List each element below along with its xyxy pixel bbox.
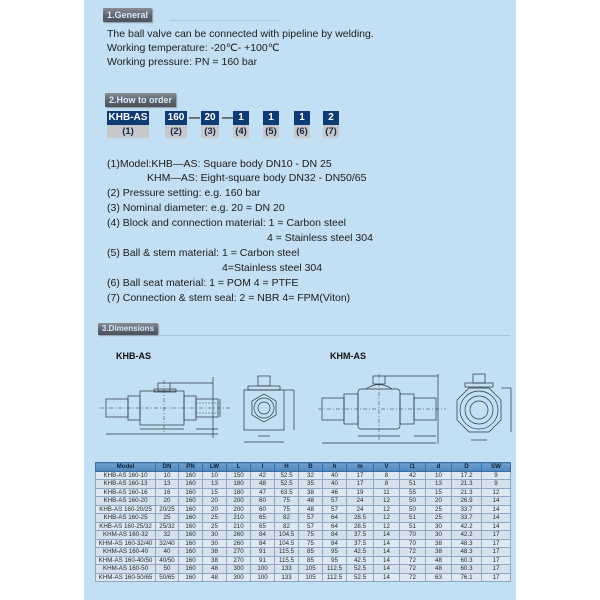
value-cell: 75 [275, 505, 299, 514]
value-cell: 47 [251, 488, 275, 497]
value-cell: 133 [275, 573, 299, 582]
value-cell: 300 [227, 565, 251, 574]
value-cell: 72 [400, 548, 426, 557]
value-cell: 42.2 [452, 531, 482, 540]
order-code-separator: — [222, 112, 233, 124]
value-cell: 16 [156, 488, 179, 497]
value-cell: 160 [179, 539, 203, 548]
value-cell: 65 [251, 522, 275, 531]
model-cell: KHB-AS 160-25 [96, 514, 156, 523]
column-header: V [374, 463, 400, 472]
value-cell: 270 [227, 556, 251, 565]
value-cell: 32 [156, 531, 179, 540]
value-cell: 112.5 [323, 565, 347, 574]
table-row [96, 531, 511, 540]
column-header: B [299, 463, 323, 472]
value-cell: 17 [482, 531, 511, 540]
value-cell: 180 [227, 488, 251, 497]
value-cell: 104.5 [275, 531, 299, 540]
value-cell: 112.5 [323, 573, 347, 582]
value-cell: 133 [275, 565, 299, 574]
value-cell: 30 [203, 539, 227, 548]
table-row [96, 548, 511, 557]
order-code-part-seal: 2 [323, 111, 339, 125]
section-dimensions-tag: 3.Dimensions [98, 323, 158, 335]
value-cell: 46 [323, 488, 347, 497]
column-header: h [323, 463, 347, 472]
value-cell: 25 [426, 514, 452, 523]
value-cell: 51 [400, 522, 426, 531]
value-cell: 17 [482, 573, 511, 582]
value-cell: 91 [251, 548, 275, 557]
value-cell: 13 [203, 480, 227, 489]
order-line-seat-material: (6) Ball seat material: 1 = POM 4 = PTFE [107, 277, 299, 289]
model-cell: KHB-AS 160-25/32 [96, 522, 156, 531]
value-cell: 15 [426, 488, 452, 497]
model-cell: KHM-AS 160-40/50 [96, 556, 156, 565]
value-cell: 100 [251, 573, 275, 582]
value-cell: 60 [251, 497, 275, 506]
value-cell: 160 [179, 531, 203, 540]
value-cell: 25 [156, 514, 179, 523]
value-cell: 160 [179, 488, 203, 497]
order-code-index: (5) [263, 125, 279, 138]
value-cell: 11 [374, 488, 400, 497]
value-cell: 14 [482, 497, 511, 506]
value-cell: 95 [323, 548, 347, 557]
value-cell: 50 [156, 565, 179, 574]
column-header: DN [156, 463, 179, 472]
value-cell: 85 [299, 548, 323, 557]
value-cell: 57 [323, 505, 347, 514]
value-cell: 37.5 [347, 539, 374, 548]
value-cell: 52.5 [275, 480, 299, 489]
value-cell: 42 [251, 471, 275, 480]
order-line-seal: (7) Connection & stem seal: 2 = NBR 4= FPM(Viton) [107, 292, 351, 304]
order-code-index: (1) [107, 125, 149, 138]
table-row [96, 573, 511, 582]
value-cell: 38 [426, 539, 452, 548]
value-cell: 85 [299, 556, 323, 565]
order-line-ball-material: (5) Ball & stem material: 1 = Carbon steel [107, 247, 300, 259]
value-cell: 210 [227, 522, 251, 531]
value-cell: 19 [347, 488, 374, 497]
value-cell: 48 [251, 480, 275, 489]
model-cell: KHM-AS 160-50 [96, 565, 156, 574]
value-cell: 30 [426, 522, 452, 531]
value-cell: 17 [482, 539, 511, 548]
value-cell: 21.3 [452, 488, 482, 497]
order-code-index: (7) [323, 125, 339, 138]
value-cell: 70 [400, 531, 426, 540]
value-cell: 260 [227, 531, 251, 540]
value-cell: 95 [323, 556, 347, 565]
value-cell: 48 [426, 556, 452, 565]
value-cell: 72 [400, 573, 426, 582]
value-cell: 24 [347, 497, 374, 506]
value-cell: 160 [179, 522, 203, 531]
value-cell: 52.5 [347, 565, 374, 574]
value-cell: 12 [374, 505, 400, 514]
value-cell: 65 [251, 514, 275, 523]
dimensions-table [95, 462, 511, 582]
order-line-model-khm: KHM—AS: Eight-square body DN32 - DN50/65 [147, 172, 367, 184]
value-cell: 28.5 [347, 522, 374, 531]
column-header: Model [96, 463, 156, 472]
value-cell: 52.5 [275, 471, 299, 480]
value-cell: 51 [400, 514, 426, 523]
table-row [96, 539, 511, 548]
value-cell: 40 [156, 548, 179, 557]
section-general-tag: 1.General [103, 8, 152, 22]
value-cell: 37.5 [347, 531, 374, 540]
value-cell: 260 [227, 539, 251, 548]
table-row [96, 565, 511, 574]
model-cell: KHM-AS 160-40 [96, 548, 156, 557]
value-cell: 160 [179, 565, 203, 574]
column-header: l [251, 463, 275, 472]
table-body [96, 471, 511, 582]
value-cell: 75 [299, 539, 323, 548]
value-cell: 38 [203, 556, 227, 565]
column-header: d [426, 463, 452, 472]
order-code-part-ball-material: 1 [263, 111, 279, 125]
value-cell: 70 [400, 539, 426, 548]
value-cell: 84 [251, 539, 275, 548]
value-cell: 12 [374, 522, 400, 531]
value-cell: 20 [156, 497, 179, 506]
column-header: H [275, 463, 299, 472]
khm-end-view-drawing [455, 370, 515, 450]
value-cell: 84 [323, 539, 347, 548]
table-row [96, 514, 511, 523]
value-cell: 40/50 [156, 556, 179, 565]
value-cell: 200 [227, 497, 251, 506]
value-cell: 72 [400, 556, 426, 565]
order-line-block-material-alt: 4 = Stainless steel 304 [267, 232, 373, 244]
order-line-ball-material-alt: 4=Stainless steel 304 [222, 262, 323, 274]
order-line-diameter: (3) Nominal diameter: e.g. 20 = DN 20 [107, 202, 285, 214]
value-cell: 30 [203, 531, 227, 540]
value-cell: 8 [374, 471, 400, 480]
value-cell: 48.3 [452, 539, 482, 548]
value-cell: 160 [179, 505, 203, 514]
value-cell: 14 [482, 522, 511, 531]
value-cell: 40 [323, 471, 347, 480]
value-cell: 300 [227, 573, 251, 582]
value-cell: 17 [347, 471, 374, 480]
value-cell: 91 [251, 556, 275, 565]
value-cell: 48 [426, 565, 452, 574]
value-cell: 48.3 [452, 548, 482, 557]
order-code-part-seat-material: 1 [294, 111, 310, 125]
value-cell: 160 [179, 548, 203, 557]
model-cell: KHB-AS 160-16 [96, 488, 156, 497]
value-cell: 105 [299, 565, 323, 574]
value-cell: 14 [374, 565, 400, 574]
value-cell: 10 [156, 471, 179, 480]
value-cell: 48 [203, 573, 227, 582]
order-code-index: (2) [165, 125, 187, 138]
order-code-index: (3) [201, 125, 219, 138]
value-cell: 25/32 [156, 522, 179, 531]
column-header: D [452, 463, 482, 472]
value-cell: 17 [482, 565, 511, 574]
value-cell: 105 [299, 573, 323, 582]
value-cell: 63.5 [275, 488, 299, 497]
value-cell: 50 [400, 497, 426, 506]
value-cell: 17 [482, 556, 511, 565]
order-line-model: (1)Model:KHB—AS: Square body DN10 - DN 25 [107, 158, 332, 170]
value-cell: 200 [227, 505, 251, 514]
value-cell: 57 [323, 497, 347, 506]
value-cell: 64 [323, 514, 347, 523]
value-cell: 51 [400, 480, 426, 489]
column-header: PN [179, 463, 203, 472]
value-cell: 25 [426, 505, 452, 514]
order-code-index: (6) [294, 125, 310, 138]
table-row [96, 497, 511, 506]
model-cell: KHB-AS 160-10 [96, 471, 156, 480]
order-line-pressure: (2) Pressure setting: e.g. 160 bar [107, 187, 261, 199]
general-line-2: Working temperature: -20℃- +100℃ [107, 42, 280, 54]
value-cell: 12 [482, 488, 511, 497]
value-cell: 25 [203, 514, 227, 523]
value-cell: 9 [482, 471, 511, 480]
value-cell: 10 [203, 471, 227, 480]
order-line-block-material: (4) Block and connection material: 1 = Carbon steel [107, 217, 347, 229]
column-header: L [227, 463, 251, 472]
value-cell: 42 [400, 471, 426, 480]
value-cell: 20 [426, 497, 452, 506]
value-cell: 20/25 [156, 505, 179, 514]
khb-end-view-drawing [240, 372, 305, 447]
value-cell: 50/65 [156, 573, 179, 582]
value-cell: 26.9 [452, 497, 482, 506]
value-cell: 60.3 [452, 556, 482, 565]
value-cell: 32/40 [156, 539, 179, 548]
column-header: m [347, 463, 374, 472]
table-header-row [96, 463, 511, 472]
model-cell: KHB-AS 160-20 [96, 497, 156, 506]
value-cell: 150 [227, 471, 251, 480]
value-cell: 160 [179, 556, 203, 565]
value-cell: 57 [299, 522, 323, 531]
value-cell: 160 [179, 480, 203, 489]
value-cell: 76.1 [452, 573, 482, 582]
value-cell: 60.3 [452, 565, 482, 574]
value-cell: 210 [227, 514, 251, 523]
value-cell: 60 [251, 505, 275, 514]
column-header: l1 [400, 463, 426, 472]
value-cell: 52.5 [347, 573, 374, 582]
table-row [96, 556, 511, 565]
table-row [96, 488, 511, 497]
value-cell: 115.5 [275, 556, 299, 565]
order-code-part-diameter: 20 [201, 111, 219, 125]
value-cell: 14 [374, 539, 400, 548]
value-cell: 14 [374, 573, 400, 582]
value-cell: 48 [299, 505, 323, 514]
model-cell: KHM-AS 160-50/65 [96, 573, 156, 582]
table-row [96, 480, 511, 489]
value-cell: 160 [179, 497, 203, 506]
value-cell: 10 [426, 471, 452, 480]
table-row [96, 505, 511, 514]
value-cell: 64 [323, 522, 347, 531]
value-cell: 20 [203, 497, 227, 506]
value-cell: 38 [299, 488, 323, 497]
value-cell: 82 [275, 522, 299, 531]
section-how-to-order-tag: 2.How to order [105, 93, 176, 107]
value-cell: 48 [203, 565, 227, 574]
value-cell: 63 [426, 573, 452, 582]
value-cell: 17.2 [452, 471, 482, 480]
value-cell: 270 [227, 548, 251, 557]
value-cell: 21.3 [452, 480, 482, 489]
value-cell: 15 [203, 488, 227, 497]
value-cell: 35 [299, 480, 323, 489]
value-cell: 42.2 [452, 522, 482, 531]
model-cell: KHB-AS 160-13 [96, 480, 156, 489]
column-header: LW [203, 463, 227, 472]
value-cell: 42.5 [347, 556, 374, 565]
value-cell: 57 [299, 514, 323, 523]
value-cell: 100 [251, 565, 275, 574]
value-cell: 28.5 [347, 514, 374, 523]
khb-side-view-drawing [100, 372, 235, 442]
value-cell: 33.7 [452, 505, 482, 514]
value-cell: 38 [426, 548, 452, 557]
value-cell: 17 [482, 548, 511, 557]
value-cell: 75 [275, 497, 299, 506]
value-cell: 104.5 [275, 539, 299, 548]
table-row [96, 522, 511, 531]
value-cell: 50 [400, 505, 426, 514]
value-cell: 75 [299, 531, 323, 540]
value-cell: 13 [156, 480, 179, 489]
general-line-1: The ball valve can be connected with pipeline by welding. [107, 28, 374, 40]
value-cell: 14 [482, 514, 511, 523]
order-code-part-block-material: 1 [233, 111, 249, 125]
value-cell: 160 [179, 573, 203, 582]
order-code-part-pressure: 160 [165, 111, 187, 125]
value-cell: 30 [426, 531, 452, 540]
value-cell: 17 [347, 480, 374, 489]
order-code-part-model: KHB-AS [108, 112, 148, 123]
value-cell: 72 [400, 565, 426, 574]
value-cell: 42.5 [347, 548, 374, 557]
order-code-separator: — [189, 112, 200, 124]
model-cell: KHM-AS 160-32/40 [96, 539, 156, 548]
model-cell: KHB-AS 160-20/25 [96, 505, 156, 514]
value-cell: 8 [374, 480, 400, 489]
value-cell: 14 [374, 556, 400, 565]
section-divider [160, 335, 510, 336]
value-cell: 84 [251, 531, 275, 540]
value-cell: 24 [347, 505, 374, 514]
value-cell: 14 [374, 548, 400, 557]
value-cell: 32 [299, 471, 323, 480]
order-code-index: (4) [233, 125, 249, 138]
value-cell: 20 [203, 505, 227, 514]
value-cell: 160 [179, 471, 203, 480]
value-cell: 180 [227, 480, 251, 489]
drawing-title-khm: KHM-AS [330, 351, 366, 361]
value-cell: 115.5 [275, 548, 299, 557]
value-cell: 12 [374, 497, 400, 506]
table-row [96, 471, 511, 480]
value-cell: 84 [323, 531, 347, 540]
value-cell: 25 [203, 522, 227, 531]
value-cell: 13 [426, 480, 452, 489]
section-divider [170, 20, 280, 21]
value-cell: 55 [400, 488, 426, 497]
value-cell: 14 [374, 531, 400, 540]
value-cell: 48 [299, 497, 323, 506]
value-cell: 12 [374, 514, 400, 523]
value-cell: 33.7 [452, 514, 482, 523]
value-cell: 9 [482, 480, 511, 489]
value-cell: 38 [203, 548, 227, 557]
model-cell: KHM-AS 160-32 [96, 531, 156, 540]
value-cell: 160 [179, 514, 203, 523]
khm-side-view-drawing [318, 370, 448, 450]
value-cell: 40 [323, 480, 347, 489]
value-cell: 14 [482, 505, 511, 514]
value-cell: 82 [275, 514, 299, 523]
general-line-3: Working pressure: PN = 160 bar [107, 56, 258, 68]
column-header: SW [482, 463, 511, 472]
drawing-title-khb: KHB-AS [116, 351, 151, 361]
